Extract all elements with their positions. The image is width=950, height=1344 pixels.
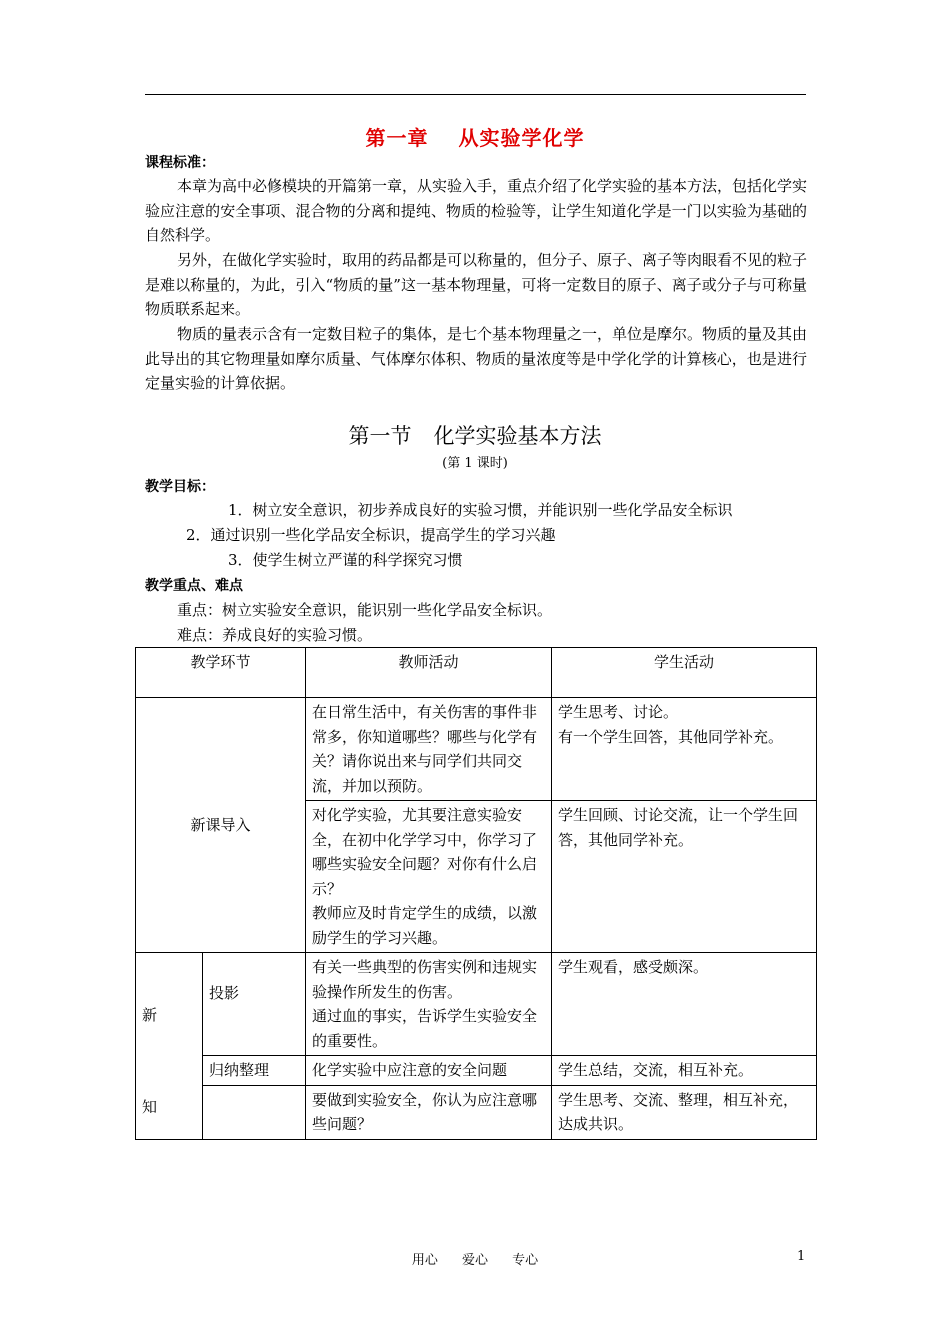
substage-summary xyxy=(203,1056,306,1086)
teacher-text: 要做到实验安全，你认为应注意哪些问题？ xyxy=(312,1090,538,1133)
standards-paragraph-2: 另外，在做化学实验时，取用的药品都是可以称量的，但分子、原子、离子等肉眼看不见的粒子是难以称量的，为此，引入“物质的量”这一基本物理量，可将一定数目的原子、离子或分子与可称量物质联系起来。 xyxy=(145,251,808,318)
table-row xyxy=(136,1056,817,1086)
substage-label: 归纳整理 xyxy=(209,1061,270,1079)
substage-empty xyxy=(203,1085,306,1139)
header-teacher: 教师活动 xyxy=(306,648,552,698)
chapter-number: 第一章 xyxy=(365,126,429,150)
standards-label: 课程标准： xyxy=(145,155,215,171)
teacher-text: 在日常生活中，有关伤害的事件非常多，你知道哪些？哪些与化学有关？请你说出来与同学们共同交流，并加以预防。 xyxy=(312,703,538,795)
objective-1: 1．树立安全意识，初步养成良好的实验习惯，并能识别一些化学品安全标识 xyxy=(228,501,733,519)
table-row xyxy=(136,1085,817,1139)
table-row xyxy=(136,698,817,801)
student-activity xyxy=(552,698,817,801)
teacher-text: 教师应及时肯定学生的成绩，以激励学生的学习兴趣。 xyxy=(312,904,538,947)
teacher-text: 对化学实验，尤其要注意实验安全，在初中化学学习中，你学习了哪些实验安全问题？对你有什么启示？ xyxy=(312,806,538,898)
substage-projection xyxy=(203,953,306,1056)
header-stage: 教学环节 xyxy=(136,648,306,698)
focus-label: 教学重点、难点 xyxy=(145,578,243,594)
standards-paragraph-3: 物质的量表示含有一定数目粒子的集体，是七个基本物理量之一，单位是摩尔。物质的量及其由此导出的其它物理量如摩尔质量、气体摩尔体积、物质的量浓度等是中学化学的计算核心，也是进行定量实验的计算依据。 xyxy=(145,325,808,392)
student-text: 学生思考、交流、整理，相互补充，达成共识。 xyxy=(558,1090,799,1133)
student-activity xyxy=(552,1056,817,1086)
teacher-text: 通过血的事实，告诉学生实验安全的重要性。 xyxy=(312,1007,538,1050)
student-text: 学生回顾、讨论交流，让一个学生回答，其他同学补充。 xyxy=(558,806,799,849)
teacher-activity xyxy=(306,953,552,1056)
teacher-activity xyxy=(306,1085,552,1139)
stage-char-knowledge: 知 xyxy=(142,1098,158,1116)
stage-intro: 新课导入 xyxy=(136,698,306,953)
objective-3: 3．使学生树立严谨的科学探究习惯 xyxy=(228,551,463,569)
section-title xyxy=(0,420,950,450)
student-activity xyxy=(552,1085,817,1139)
lesson-note: (第 1 课时) xyxy=(442,456,508,471)
teacher-text: 化学实验中应注意的安全问题 xyxy=(312,1061,508,1079)
stage-new-knowledge xyxy=(136,953,203,1140)
chapter-title xyxy=(0,122,950,151)
student-activity xyxy=(552,953,817,1056)
focus-key: 重点：树立实验安全意识，能识别一些化学品安全标识。 xyxy=(177,601,553,619)
footer-motto-1: 用心 xyxy=(411,1253,438,1268)
teacher-activity xyxy=(306,698,552,801)
header-rule xyxy=(145,94,806,95)
objective-2: 2．通过识别一些化学品安全标识，提高学生的学习兴趣 xyxy=(186,526,556,544)
stage-char-new: 新 xyxy=(142,1006,158,1024)
section-name: 化学实验基本方法 xyxy=(433,424,602,448)
table-row xyxy=(136,953,817,1056)
standards-paragraph-1: 本章为高中必修模块的开篇第一章，从实验入手，重点介绍了化学实验的基本方法，包括化学实验应注意的安全事项、混合物的分离和提纯、物质的检验等，让学生知道化学是一门以实验为基础的自然科学。 xyxy=(145,177,808,244)
page-footer xyxy=(0,1249,950,1268)
teacher-text: 有关一些典型的伤害实例和违规实验操作所发生的伤害。 xyxy=(312,958,538,1001)
objectives-label: 教学目标： xyxy=(145,479,215,495)
substage-label: 投影 xyxy=(209,983,240,1002)
student-text: 学生总结，交流，相互补充。 xyxy=(558,1061,754,1079)
teacher-activity xyxy=(306,1056,552,1086)
table-header-row xyxy=(136,648,817,698)
student-text: 学生思考、讨论。 xyxy=(558,703,679,721)
header-student: 学生活动 xyxy=(552,648,817,698)
footer-motto-3: 专心 xyxy=(512,1253,539,1268)
student-activity xyxy=(552,801,817,953)
section-number: 第一节 xyxy=(348,424,412,448)
chapter-name: 从实验学化学 xyxy=(458,126,585,150)
page-number: 1 xyxy=(797,1249,806,1264)
student-text: 有一个学生回答，其他同学补充。 xyxy=(558,727,784,746)
footer-motto-2: 爱心 xyxy=(461,1253,488,1268)
lesson-table xyxy=(135,647,817,1140)
focus-difficulty: 难点：养成良好的实验习惯。 xyxy=(177,626,373,644)
teacher-activity xyxy=(306,801,552,953)
student-text: 学生观看，感受颇深。 xyxy=(558,958,709,976)
